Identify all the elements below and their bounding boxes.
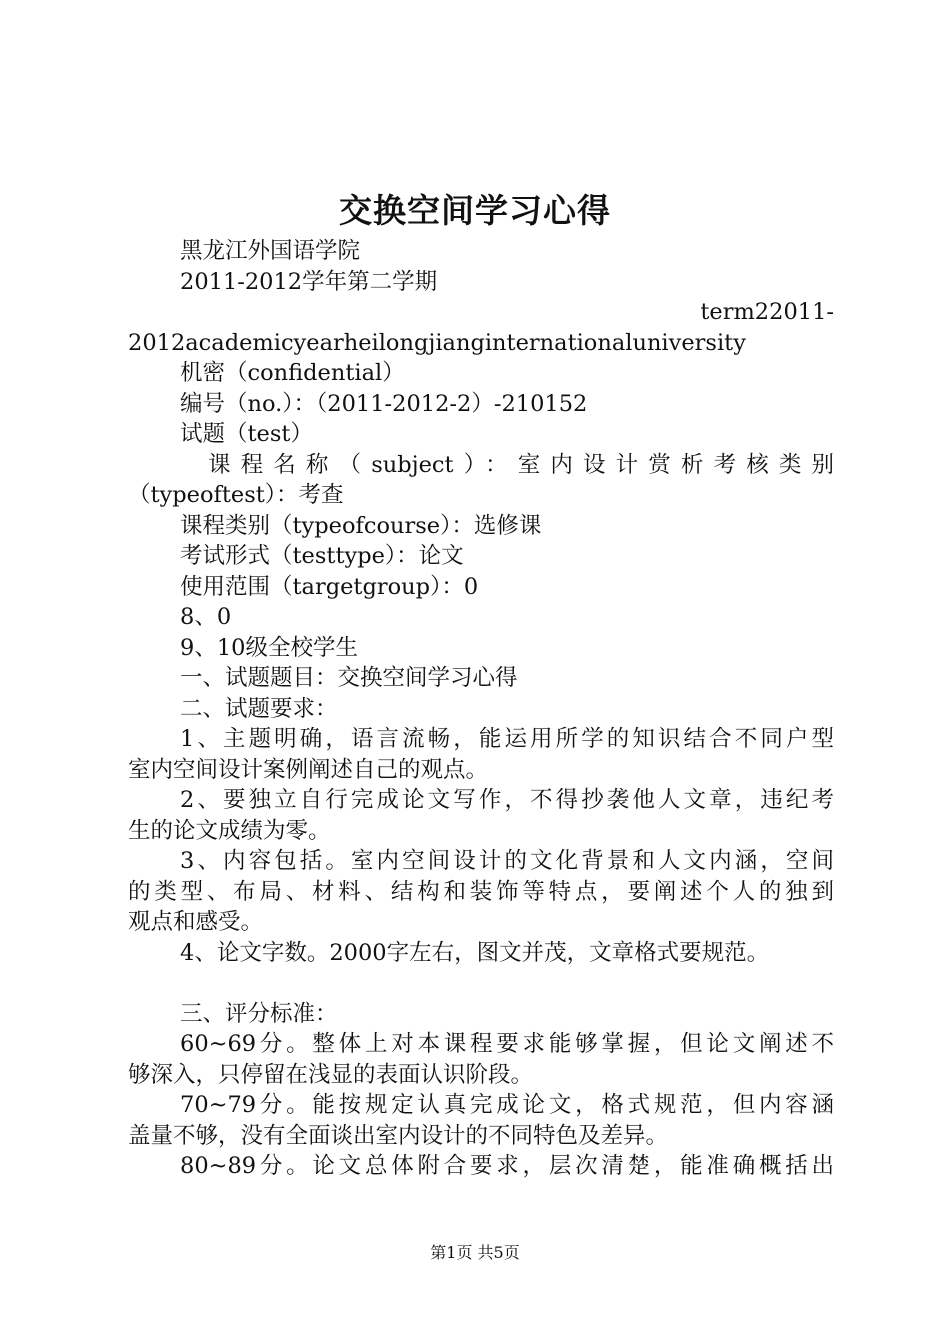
test-line: 试题（test） bbox=[180, 421, 313, 447]
requirement-3-line-1: 3、内容包括。室内空间设计的文化背景和人文内涵，空间 bbox=[180, 848, 834, 874]
requirement-3-line-2: 的类型、布局、材料、结构和装饰等特点，要阐述个人的独到 bbox=[128, 878, 834, 905]
document-title: 交换空间学习心得 bbox=[339, 191, 611, 230]
school-line: 黑龙江外国语学院 bbox=[180, 238, 361, 264]
requirement-3-line-3: 观点和感受。 bbox=[128, 909, 264, 935]
topic-line: 一、试题题目：交换空间学习心得 bbox=[180, 665, 518, 691]
requirement-1-line-1: 1、主题明确，语言流畅，能运用所学的知识结合不同户型 bbox=[180, 726, 834, 752]
grade-60-line-1: 60~69分。整体上对本课程要求能够掌握，但论文阐述不 bbox=[180, 1031, 834, 1057]
paragraph-gap bbox=[128, 968, 834, 999]
number-line: 编号（no.）：（2011-2012-2）-210152 bbox=[180, 390, 588, 417]
exam-form-line: 考试形式（testtype）：论文 bbox=[180, 543, 464, 569]
requirement-2-line-2: 生的论文成绩为零。 bbox=[128, 817, 331, 844]
term-en-line-1: term22011- bbox=[700, 299, 834, 325]
course-type-line: 课程类别（typeofcourse）：选修课 bbox=[180, 512, 542, 539]
requirement-1-line-2: 室内空间设计案例阐述自己的观点。 bbox=[128, 756, 489, 783]
confidential-line: 机密（confidential） bbox=[180, 360, 405, 386]
page-footer: 第1页 共5页 bbox=[430, 1243, 520, 1262]
grading-heading: 三、评分标准： bbox=[180, 1000, 338, 1027]
subject-line-1: 课程名称（subject）：室内设计赏析考核类别 bbox=[208, 451, 834, 478]
grade-70-line-2: 盖量不够，没有全面谈出室内设计的不同特色及差异。 bbox=[128, 1122, 669, 1149]
target-group-line: 使用范围（targetgroup）：0 bbox=[180, 573, 479, 600]
grade-80-line-1: 80~89分。论文总体附合要求，层次清楚，能准确概括出 bbox=[180, 1153, 834, 1179]
line-8: 8、0 bbox=[180, 604, 232, 630]
semester-line: 2011-2012学年第二学期 bbox=[180, 268, 438, 295]
line-9: 9、10级全校学生 bbox=[180, 634, 358, 661]
requirements-heading: 二、试题要求： bbox=[180, 695, 338, 722]
grade-60-line-2: 够深入，只停留在浅显的表面认识阶段。 bbox=[128, 1061, 534, 1088]
grade-70-line-1: 70~79分。能按规定认真完成论文，格式规范，但内容涵 bbox=[180, 1092, 834, 1118]
requirement-2-line-1: 2、要独立自行完成论文写作，不得抄袭他人文章，违纪考 bbox=[180, 787, 834, 813]
requirement-4-line: 4、论文字数。2000字左右，图文并茂，文章格式要规范。 bbox=[180, 939, 770, 966]
term-en-line-2: 2012academicyearheilongjianginternationaluniversity bbox=[128, 329, 746, 356]
document-body bbox=[128, 236, 834, 1182]
subject-line-2: （typeoftest）：考查 bbox=[128, 482, 344, 508]
